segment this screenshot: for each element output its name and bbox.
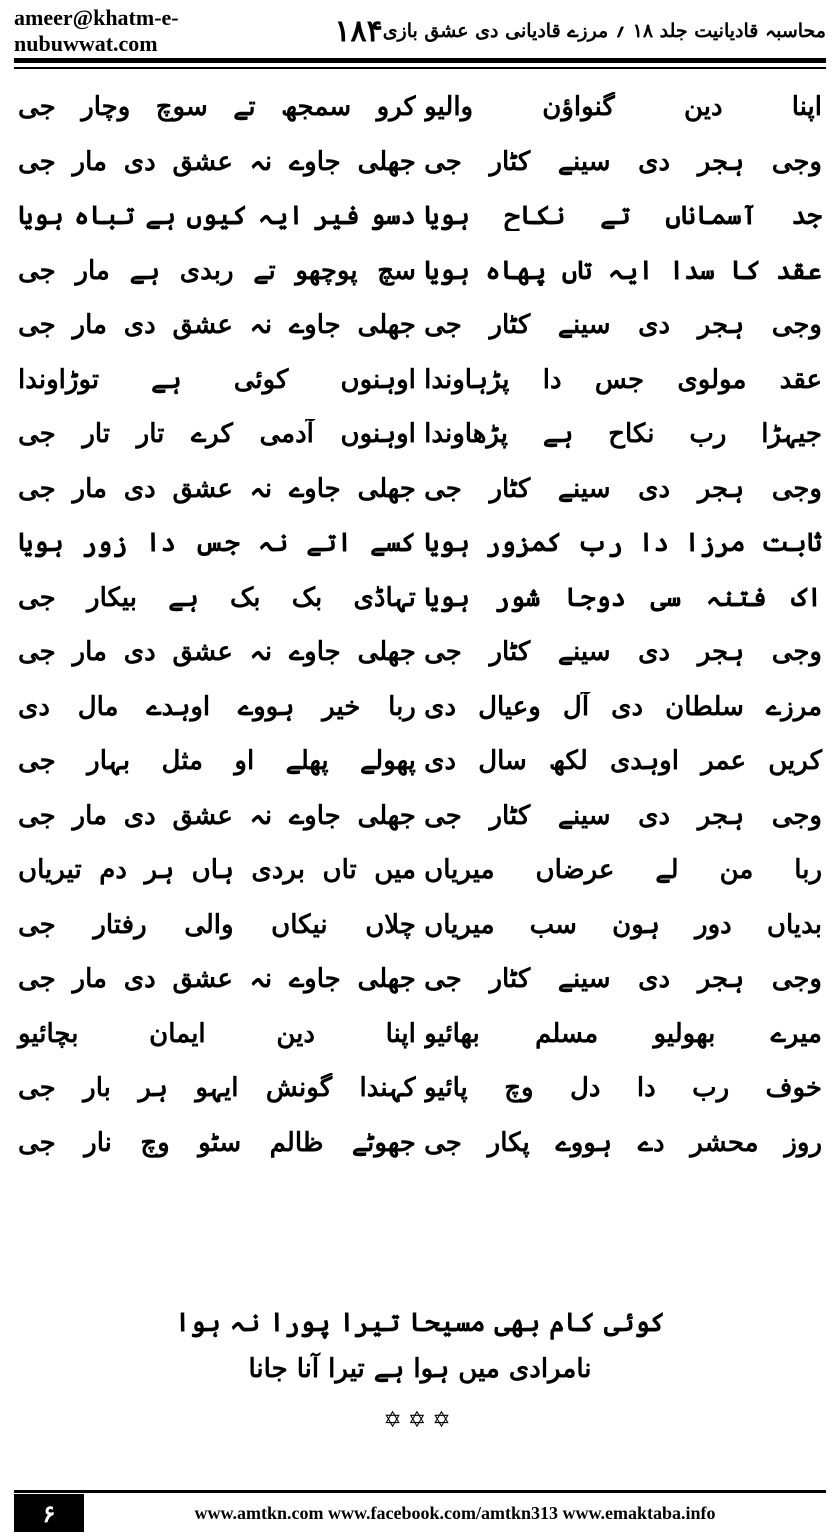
misra-second: جھلی جاوے نہ عشق دی مار جی: [18, 637, 416, 668]
misra-second: تہاڈی بک بک ہے بیکار جی: [18, 582, 416, 613]
closing-line-1: کوئی کام بھی مسیحا تیرا پورا نہ ہوا: [175, 1308, 665, 1338]
misra-first: ربا من لے عرضاں میریاں: [424, 855, 822, 886]
header-left: [14, 5, 383, 57]
misra-first: ثابت مرزا دا رب کمزور ہویا: [424, 528, 822, 559]
misra-second: جھوٹے ظالم سٹو وچ نار جی: [18, 1127, 416, 1158]
star-ornament: ✡✡✡: [383, 1408, 457, 1433]
couplet-row: [14, 244, 826, 299]
misra-second: جھلی جاوے نہ عشق دی مار جی: [18, 473, 416, 504]
misra-second: اپنا دین ایمان بچائیو: [18, 1018, 416, 1049]
couplet-row: [14, 516, 826, 571]
couplet-row: [14, 898, 826, 953]
couplet-row: [14, 189, 826, 244]
page-footer: [14, 1490, 826, 1533]
couplet-row: [14, 298, 826, 353]
couplet-row: [14, 407, 826, 462]
misra-first: وجی ہجر دی سینے کٹار جی: [424, 964, 822, 995]
misra-first: وجی ہجر دی سینے کٹار جی: [424, 800, 822, 831]
closing-couplet: [14, 1300, 826, 1433]
misra-second: جھلی جاوے نہ عشق دی مار جی: [18, 800, 416, 831]
couplet-row: [14, 1116, 826, 1171]
misra-second: کسے اتے نہ جس دا زور ہویا: [18, 528, 416, 559]
misra-second: اوہنوں کوئی ہے توڑاوندا: [18, 364, 416, 395]
misra-second: جھلی جاوے نہ عشق دی مار جی: [18, 310, 416, 341]
misra-first: کریں عمر اوہدی لکھ سال دی: [424, 746, 822, 777]
couplet-row: [14, 789, 826, 844]
misra-first: میرے بھولیو مسلم بھائیو: [424, 1018, 822, 1049]
misra-first: بدیاں دور ہون سب میریاں: [424, 909, 822, 940]
couplet-row: [14, 135, 826, 190]
misra-first: جیہڑا رب نکاح ہے پڑھاوندا: [424, 419, 822, 450]
page-number: ۱۸۴: [334, 13, 383, 49]
poem: [14, 80, 826, 1170]
misra-first: اک فتنہ سی دوجا شور ہویا: [424, 582, 822, 613]
misra-first: وجی ہجر دی سینے کٹار جی: [424, 146, 822, 177]
footer-links: www.amtkn.com www.facebook.com/amtkn313 www.emaktaba.info: [194, 1502, 716, 1523]
couplet-row: [14, 353, 826, 408]
couplet-row: [14, 680, 826, 735]
page-header: [14, 5, 826, 56]
misra-first: وجی ہجر دی سینے کٹار جی: [424, 637, 822, 668]
misra-first: عقد کا سدا ایہ تاں پھاہ ہویا: [424, 255, 822, 286]
closing-line-2: نامرادی میں ہوا ہے تیرا آنا جانا: [248, 1354, 592, 1384]
misra-second: سچ پوچھو تے ربدی ہے مار جی: [18, 255, 416, 286]
misra-first: روز محشر دے ہووے پکار جی: [424, 1127, 822, 1158]
book-title: محاسبہ قادیانیت جلد ۱۸ ؍ مرزے قادیانی دی عشق بازی: [382, 20, 826, 42]
misra-second: جھلی جاوے نہ عشق دی مار جی: [18, 964, 416, 995]
couplet-row: [14, 462, 826, 517]
footer-page-marker: ۶: [14, 1494, 84, 1532]
misra-second: جھلی جاوے نہ عشق دی مار جی: [18, 146, 416, 177]
couplet-row: [14, 625, 826, 680]
couplet-row: [14, 843, 826, 898]
misra-first: مرزے سلطان دی آل وعیال دی: [424, 691, 822, 722]
header-rule-thick: [14, 58, 826, 63]
couplet-row: [14, 80, 826, 135]
misra-first: وجی ہجر دی سینے کٹار جی: [424, 310, 822, 341]
misra-first: اپنا دین گنواؤن والیو: [424, 92, 822, 123]
header-email: ameer@khatm-e-nubuwwat.com: [14, 5, 179, 56]
header-rule-thin: [14, 67, 826, 69]
misra-first: وجی ہجر دی سینے کٹار جی: [424, 473, 822, 504]
misra-second: دسو فیر ایہ کیوں ہے تباہ ہویا: [18, 201, 416, 232]
misra-second: ربا خیر ہووے اوہدے مال دی: [18, 691, 416, 722]
misra-second: اوہنوں آدمی کرے تار تار جی: [18, 419, 416, 450]
misra-second: کرو سمجھ تے سوچ وچار جی: [18, 92, 416, 123]
couplet-row: [14, 1061, 826, 1116]
misra-second: کہندا گونش ایہو ہر بار جی: [18, 1073, 416, 1104]
couplet-row: [14, 1007, 826, 1062]
couplet-row: [14, 571, 826, 626]
couplet-row: [14, 734, 826, 789]
misra-second: میں تاں بردی ہاں ہر دم تیریاں: [18, 855, 416, 886]
misra-first: خوف رب دا دل وچ پائیو: [424, 1073, 822, 1104]
misra-first: عقد مولوی جس دا پڑہاوندا: [424, 364, 822, 395]
misra-second: پھولے پھلے او مثل بہار جی: [18, 746, 416, 777]
misra-second: چلاں نیکاں والی رفتار جی: [18, 909, 416, 940]
misra-first: جد آسماناں تے نکاح ہویا: [424, 201, 822, 232]
couplet-row: [14, 952, 826, 1007]
